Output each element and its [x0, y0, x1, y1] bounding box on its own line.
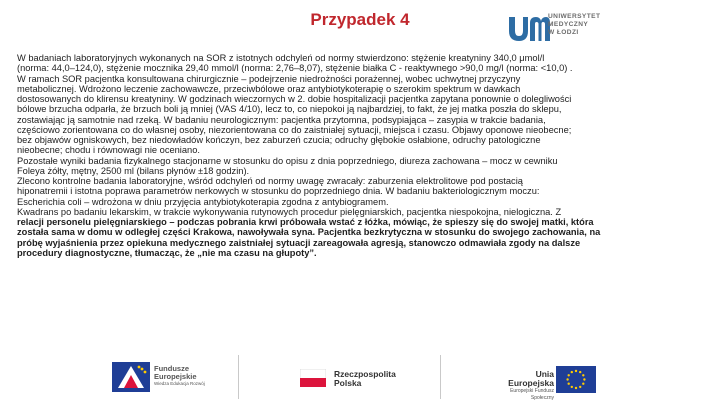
- ue-line-2: Europejski Fundusz Społeczny: [510, 388, 554, 401]
- fundusze-europejskie-icon: [112, 362, 150, 392]
- text-line: została sama w domu w odległej części Krakowa, nawoływała syna. Pacjentka bezkrytyczna w stosunku do swojego zachowania, na: [17, 227, 601, 238]
- text-line: Zlecono kontrolne badania laboratoryjne, wśród odchyleń od normy uwagę zwracały: zaburzenia elektrolitowe pod postacią: [17, 176, 523, 186]
- paragraph-4: [17, 207, 707, 258]
- paragraph-2: [17, 156, 707, 177]
- text-line: Escherichia coli – wdrożona w dniu przyjęcia antybiotykoterapia zgodna z antybiogramem.: [17, 196, 389, 207]
- logo-line-3: W ŁODZI: [548, 29, 579, 37]
- text-line: hiponatremii i istotna poprawa parametrów nerkowych w stosunku do poprzedniego dnia. W badaniu bakteriologicznym moczu:: [17, 186, 540, 197]
- footer-divider: [440, 355, 441, 399]
- text-line: Kwadrans po badaniu lekarskim, w trakcie wykonywania rutynowych procedur pielęgniarskich, pacjentka niespokojna, nielogiczna. Z: [17, 206, 562, 217]
- rp-label: [334, 370, 396, 388]
- university-name: [548, 13, 600, 38]
- ue-line-1: Unia Europejska: [508, 369, 554, 388]
- text-line: metabolicznej. Wdrożono leczenie zachowawcze, przeciwbólowe oraz antybiotykoterapię o szerokim spektrum w dawkach: [17, 83, 521, 94]
- text-line: nieobecne; chodu i równowagi nie oceniano.: [17, 145, 200, 156]
- rp-line-2: Polska: [334, 378, 362, 388]
- text-line: procedury diagnostyczne, tłumacząc, że „nie ma czasu na głupoty”.: [17, 247, 317, 258]
- fe-line-1: Fundusze: [154, 364, 189, 373]
- text-line: W badaniach laboratoryjnych wykonanych na SOR z istotnych odchyleń od normy stwierdzono: stężenie kreatyniny 340,0 μmol/l: [17, 53, 545, 63]
- text-line: (norma: 44,0–124,0), stężenie mocznika 29,40 mmol/l (norma: 2,76–8,07), stężenie białka C - reaktywnego >90,0 mg/l (norma: <10,0) .: [17, 63, 573, 74]
- polish-flag-icon: [300, 369, 326, 387]
- um-mark-m: [530, 17, 550, 41]
- logo-line-1: UNIWERSYTET: [548, 13, 601, 20]
- text-line: częściowo zorientowana co do własnej osoby, niezorientowana co do zaistniałej sytuacji, miejsca i czasu. Objawy oponowe nieobecne;: [17, 124, 572, 135]
- text-line: Pozostałe wyniki badania fizykalnego stacjonarne w stosunku do opisu z dnia poprzedniego, diureza zachowana – mocz w cewniku: [17, 155, 558, 166]
- text-line: bólowe brzucha odparła, że brzuch boli ją mniej (VAS 4/10), lecz to, co niepokoi ją najbardziej, to fakt, że jej matka poszła do sklepu,: [17, 104, 562, 115]
- text-line: bez objawów ogniskowych, bez niedowładów kończyn, bez zaburzeń czucia; odruchy głębokie osłabione, odruchy patologiczne: [17, 135, 541, 145]
- paragraph-1: [17, 53, 707, 156]
- ue-label: [488, 370, 554, 402]
- footer-divider: [238, 355, 239, 399]
- eu-flag-icon: [556, 366, 596, 393]
- case-description: [17, 53, 707, 258]
- slide-title: Przypadek 4: [310, 10, 410, 29]
- text-line: W ramach SOR pacjentka konsultowana chirurgicznie – podejrzenie niedrożności porażennej, wobec uchwytnej przyczyny: [17, 73, 521, 84]
- text-line: zostawiając ją samotnie nad rzeką. W badaniu neurologicznym: pacjentka przytomna, podsypiająca – zasypia w trakcie badania,: [17, 114, 546, 125]
- text-line: Foleya żółty, mętny, 2500 ml (bilans płynów ±18 godzin).: [17, 165, 250, 176]
- paragraph-3: [17, 176, 707, 207]
- text-line: dostosowanych do klirensu kreatyniny. W godzinach wieczornych w 2. dobie hospitalizacji pacjentka zapytana ponownie o dolegliwości: [17, 94, 572, 104]
- rp-line-1: Rzeczpospolita: [334, 369, 396, 379]
- fe-line-2: Europejskie: [154, 372, 197, 381]
- text-line: relacji personelu pielęgniarskiego – podczas pobrania krwi próbowała wstać z łóżka, mówiąc, że spieszy się do swojej matki, która: [17, 217, 594, 227]
- text-line: próbę wyjaśnienia przez opiekuna medycznego zaistniałej sytuacji zareagowała agresją, stanowczo odmawiała zgody na dalsze: [17, 237, 581, 248]
- fe-line-3: Wiedza Edukacja Rozwój: [154, 381, 205, 386]
- um-mark-u: [509, 17, 528, 41]
- logo-line-2: MEDYCZNY: [548, 21, 589, 29]
- fe-label: [154, 365, 205, 387]
